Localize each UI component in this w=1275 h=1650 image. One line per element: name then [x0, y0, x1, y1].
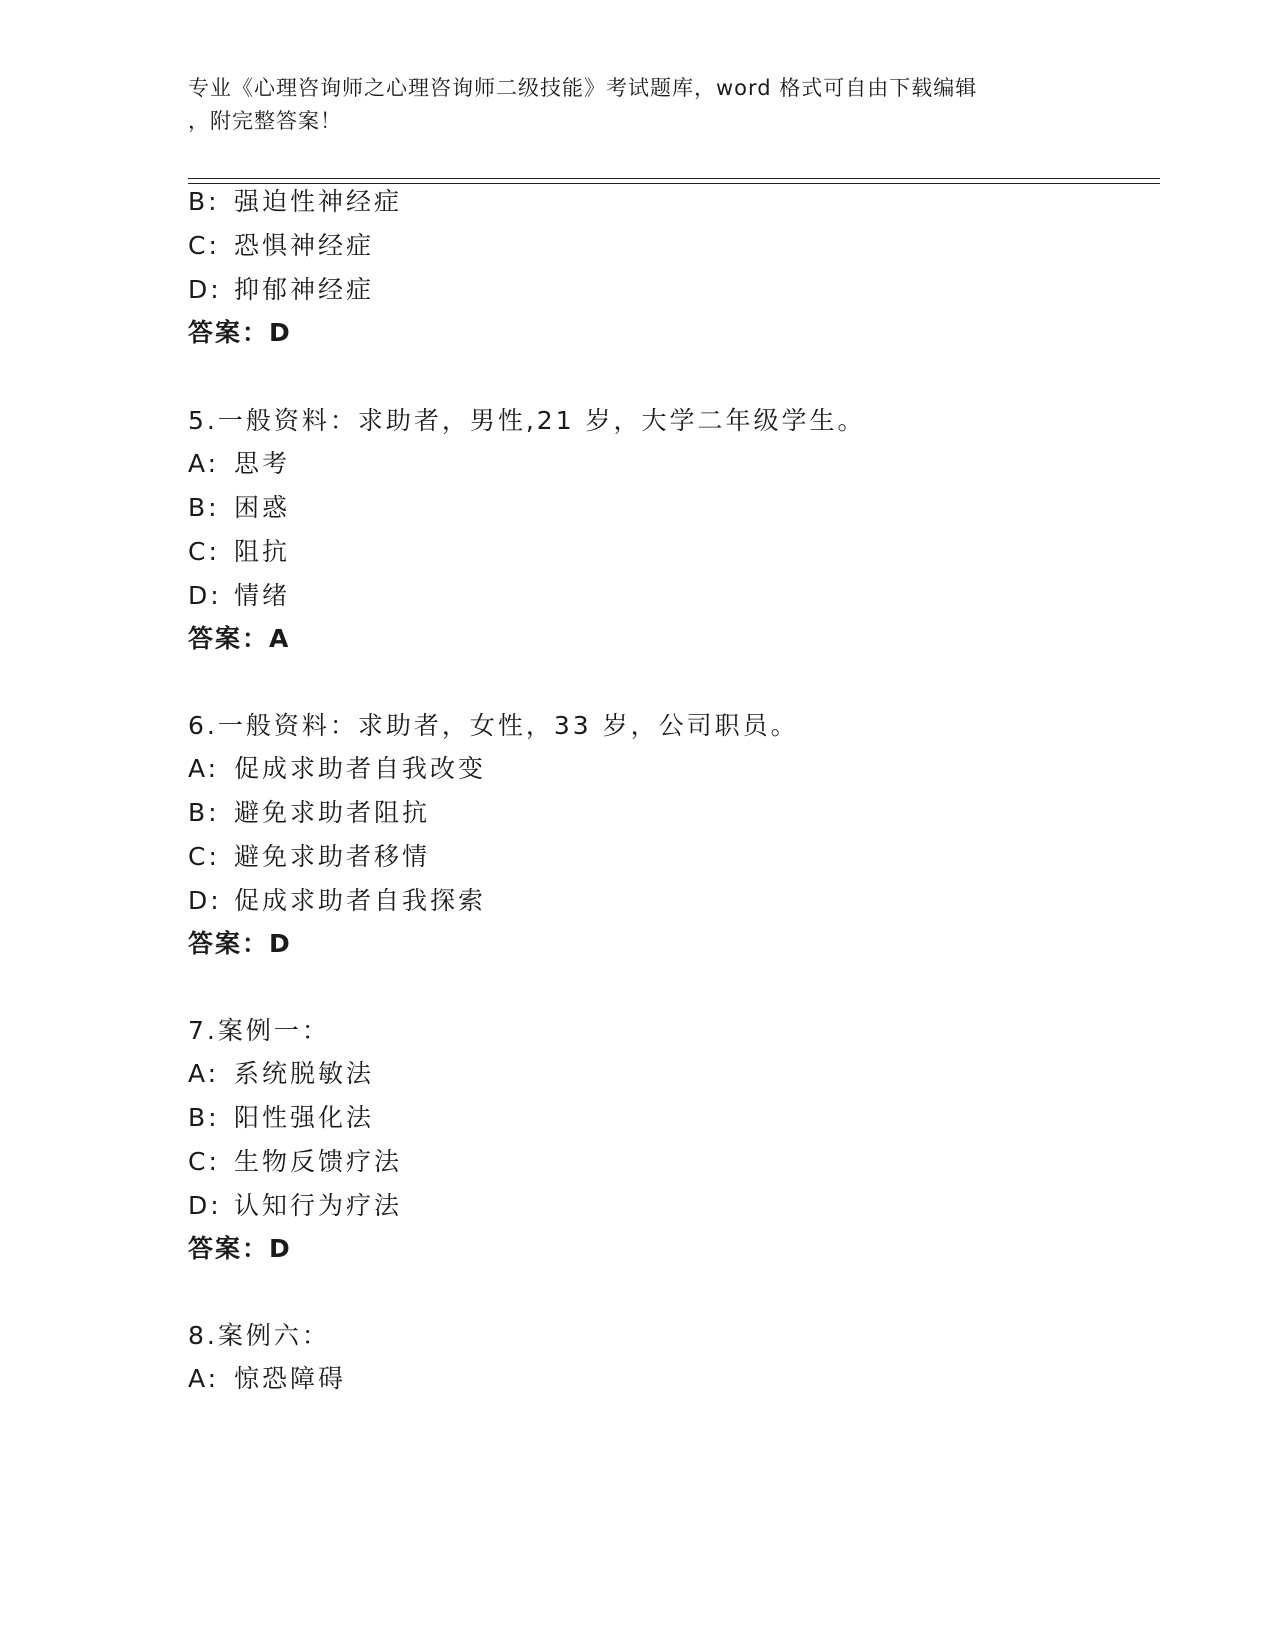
option-key: B: [188, 493, 220, 522]
answer-line: 答案：D [188, 929, 292, 958]
option-text: 阳性强化法 [234, 1103, 375, 1132]
option-text: 避免求助者移情 [234, 842, 431, 871]
option-text: 思考 [234, 449, 291, 478]
option-row [188, 1103, 374, 1133]
option-text: 促成求助者自我探索 [234, 886, 487, 915]
option-row [188, 275, 374, 305]
option-key: D: [188, 581, 222, 610]
document-header [188, 72, 1088, 138]
option-key: C: [188, 1147, 220, 1176]
question-stem: 7.案例一： [188, 1016, 330, 1045]
option-key: D: [188, 1191, 222, 1220]
option-row [188, 187, 402, 217]
header-divider-bottom [188, 183, 1160, 184]
option-row [188, 1191, 402, 1221]
answer-line: 答案：A [188, 624, 291, 653]
option-key: A: [188, 1059, 220, 1088]
option-row [188, 754, 486, 784]
option-key: B: [188, 798, 220, 827]
option-key: C: [188, 231, 220, 260]
header-divider-top [188, 178, 1160, 179]
header-line-1: 专业《心理咨询师之心理咨询师二级技能》考试题库，word 格式可自由下载编辑 [188, 76, 978, 100]
option-key: A: [188, 754, 220, 783]
option-text: 情绪 [234, 581, 291, 610]
option-key: C: [188, 537, 220, 566]
option-row [188, 1059, 374, 1089]
option-row [188, 537, 290, 567]
option-text: 惊恐障碍 [234, 1364, 347, 1393]
option-row [188, 842, 430, 872]
option-key: B: [188, 187, 220, 216]
option-key: A: [188, 449, 220, 478]
answer-line: 答案：D [188, 318, 292, 347]
option-text: 系统脱敏法 [234, 1059, 375, 1088]
header-line-2: ，附完整答案！ [188, 109, 342, 133]
option-text: 困惑 [234, 493, 291, 522]
option-text: 抑郁神经症 [234, 275, 375, 304]
option-row [188, 886, 486, 916]
option-text: 避免求助者阻抗 [234, 798, 431, 827]
option-row [188, 231, 374, 261]
question-stem: 5.一般资料：求助者，男性,21 岁，大学二年级学生。 [188, 406, 866, 435]
answer-line: 答案：D [188, 1234, 292, 1263]
option-key: D: [188, 886, 222, 915]
option-text: 恐惧神经症 [234, 231, 375, 260]
option-text: 阻抗 [234, 537, 291, 566]
option-key: A: [188, 1364, 220, 1393]
question-stem: 6.一般资料：求助者，女性，33 岁，公司职员。 [188, 711, 799, 740]
question-stem: 8.案例六： [188, 1321, 330, 1350]
option-row [188, 1147, 402, 1177]
option-row [188, 581, 290, 611]
option-key: B: [188, 1103, 220, 1132]
option-row [188, 798, 430, 828]
option-row [188, 493, 290, 523]
option-text: 生物反馈疗法 [234, 1147, 403, 1176]
option-row [188, 1364, 346, 1394]
option-text: 强迫性神经症 [234, 187, 403, 216]
option-row [188, 449, 290, 479]
option-key: D: [188, 275, 222, 304]
option-text: 认知行为疗法 [234, 1191, 403, 1220]
option-key: C: [188, 842, 220, 871]
option-text: 促成求助者自我改变 [234, 754, 487, 783]
